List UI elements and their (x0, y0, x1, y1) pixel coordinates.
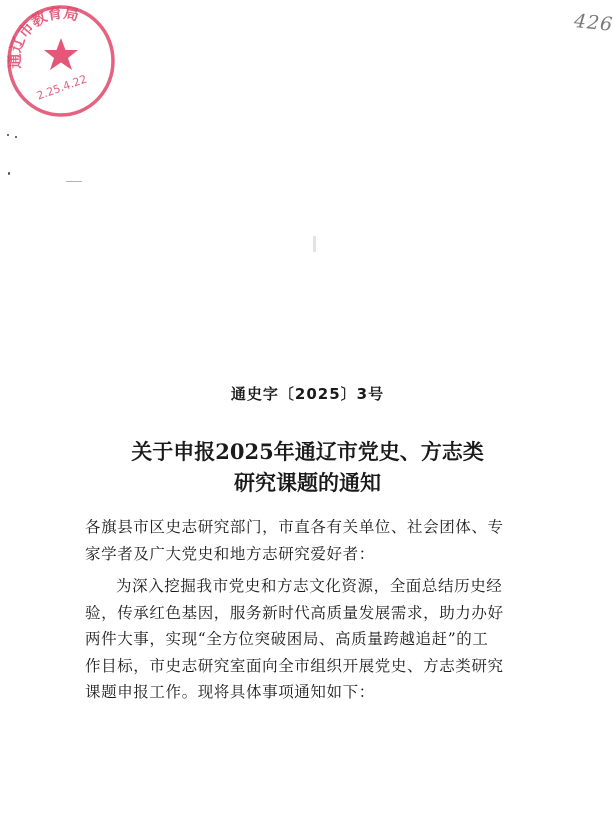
seal-date-text: 2.25.4.22 (34, 72, 89, 103)
document-number: 通史字〔2025〕3号 (230, 385, 385, 403)
seal-org-text: 通辽市教育局 (5, 3, 81, 69)
body-line: 为深入挖掘我市党史和方志文化资源，全面总结历史经 (116, 577, 503, 595)
scan-speck (8, 172, 10, 175)
title-line: 关于申报2025年通辽市党史、方志类 (131, 439, 484, 464)
addressee-line: 家学者及广大党史和地方志研究爱好者： (85, 545, 375, 563)
body-line: 课题申报工作。现将具体事项通知如下： (85, 683, 375, 701)
body-line: 验，传承红色基因，服务新时代高质量发展需求，助力办好 (85, 603, 504, 622)
body-paragraph (85, 573, 537, 706)
svg-text:通辽市教育局 (6, 4, 81, 69)
official-seal-stamp (2, 2, 120, 120)
seal-star-icon (44, 38, 78, 70)
handwritten-page-number: 426 (572, 10, 615, 36)
scan-speck (313, 236, 316, 252)
body-line: 作目标，市史志研究室面向全市组织开展党史、方志类研究 (85, 656, 504, 675)
document-title (0, 436, 615, 498)
scan-speck (7, 134, 9, 136)
addressee-paragraph (85, 514, 535, 568)
addressee-line: 各旗县市区史志研究部门，市直各有关单位、社会团体、专 (85, 518, 504, 536)
title-line: 研究课题的通知 (234, 470, 381, 495)
scan-speck (15, 136, 17, 138)
body-line: 两件大事，实现“全方位突破困局、高质量跨越追赶”的工 (85, 630, 489, 648)
scan-speck (66, 181, 82, 182)
